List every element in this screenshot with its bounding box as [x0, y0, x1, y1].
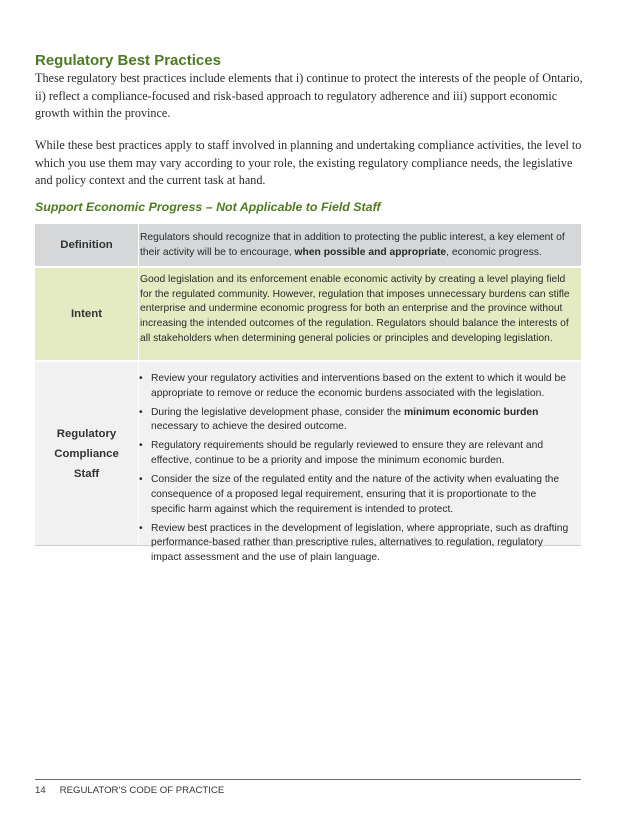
footer-divider — [35, 779, 581, 780]
row-content-intent: Good legislation and its enforcement enable economic activity by creating a level playing field for the regulated community. However, regulation that imposes unnecessary burdens can stifle enterprise and undermine economic progress for both an enterprise and the province without increasing the intended outcomes of the regulation. Regulators should balance the interests of all stakeholders when determining general policies or principles and developing legislation. — [140, 274, 570, 344]
page-number: 14 — [35, 785, 46, 796]
bullet-text: Review your regulatory activities and interventions based on the extent to which it would be appropriate to remove or reduce the economic burdens associated with the legislation. — [151, 373, 566, 399]
bullet-icon: • — [139, 373, 143, 384]
row-label-staff-line-2: Compliance — [54, 447, 119, 460]
definition-text-start: Regulators should recognize that in addition to protecting the public interest, a key element of their activity will be to encourage, — [140, 232, 565, 258]
document-title: REGULATOR'S CODE OF PRACTICE — [59, 785, 225, 796]
row-label-definition: Definition — [35, 224, 139, 266]
best-practices-table — [35, 224, 581, 563]
bullet-text: Consider the size of the regulated entity and the nature of the activity when evaluating the consequence of a proposed legal requirement, ensuring that it is proportionate to the specific harm against which the requirement is intended to protect. — [151, 474, 560, 515]
bullet-text: Regulatory requirements should be regularly reviewed to ensure they are relevant and effective, continue to be a priority and impose the minimum economic burden. — [151, 440, 544, 467]
definition-text-end: , economic progress. — [446, 246, 542, 258]
section-heading: Regulatory Best Practices — [35, 52, 221, 69]
table-row-definition — [35, 224, 581, 268]
bullet-icon: • — [139, 440, 143, 452]
row-label-intent: Intent — [35, 268, 139, 360]
bullet-icon: • — [139, 474, 143, 486]
row-label-staff — [35, 362, 139, 545]
row-label-staff-line-3: Staff — [73, 467, 100, 480]
table-row-intent — [35, 268, 581, 362]
list-item — [139, 439, 573, 468]
bullet-text-start: During the legislative development phase, consider the — [151, 406, 404, 418]
intro-paragraph-2: While these best practices apply to staff involved in planning and undertaking compliance activities, the level to which you use them may vary according to your role, the existing regulatory compliance needs, the legislative and policy context and the current task at hand. — [35, 138, 582, 187]
table-row-staff — [35, 362, 581, 563]
definition-text-emphasis: when possible and appropriate — [294, 246, 447, 258]
intro-paragraph-1: These regulatory best practices include elements that i) continue to protect the interests of the people of Ontario, ii) reflect a compliance-focused and risk-based approach to regulatory adherence and iii) support economic growth within the province. — [35, 71, 583, 120]
list-item — [139, 473, 573, 517]
list-item — [139, 372, 573, 401]
row-content-definition — [139, 224, 581, 266]
bullet-text: Review best practices in the development of legislation, where appropriate, such as drafting performance-based rather than prescriptive rules, alternatives to regulation, regulatory impact assessment and the use of plain language. — [151, 522, 569, 563]
bullet-icon: • — [139, 522, 143, 534]
bullet-text-emphasis: minimum economic burden — [404, 406, 539, 418]
row-label-staff-line-1: Regulatory — [56, 427, 117, 440]
page-footer — [35, 785, 224, 796]
staff-bullet-list — [139, 372, 573, 566]
bullet-text-end: necessary to achieve the desired outcome. — [151, 421, 347, 433]
subsection-heading: Support Economic Progress – Not Applicable to Field Staff — [35, 200, 381, 214]
row-content-staff — [139, 362, 581, 563]
bullet-icon: • — [139, 406, 143, 418]
list-item — [139, 406, 573, 435]
list-item — [139, 522, 573, 566]
